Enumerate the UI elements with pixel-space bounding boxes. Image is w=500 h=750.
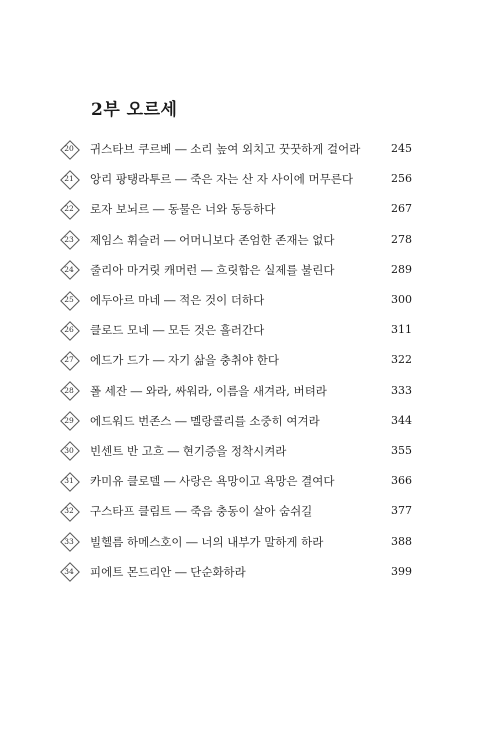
page-number: 399	[391, 564, 412, 578]
chapter-title: 제임스 휘슬러 ― 어머니보다 존엄한 존재는 없다	[90, 232, 335, 247]
diamond-number-badge	[60, 382, 78, 400]
chapter-number: 28	[64, 385, 74, 395]
page-number: 355	[391, 443, 412, 457]
page-number: 377	[391, 504, 412, 518]
chapter-number: 21	[64, 174, 74, 184]
toc-entry	[60, 557, 412, 587]
chapter-title: 줄리아 마거릿 캐머런 ― 흐릿함은 실제를 불린다	[90, 262, 335, 277]
chapter-title: 빈센트 반 고흐 ― 현기증을 정착시켜라	[90, 443, 287, 458]
toc-entry	[60, 436, 412, 466]
diamond-number-badge	[60, 442, 78, 460]
page-number: 333	[391, 383, 412, 397]
chapter-number: 22	[64, 204, 74, 214]
chapter-number: 33	[64, 536, 74, 546]
toc-entry	[60, 164, 412, 194]
chapter-title: 폴 세잔 ― 와라, 싸워라, 이름을 새겨라, 버텨라	[90, 383, 327, 398]
chapter-title: 에드가 드가 ― 자기 삶을 충취야 한다	[90, 353, 279, 368]
diamond-number-badge	[60, 351, 78, 369]
page-number: 245	[391, 142, 412, 156]
toc-entry	[60, 315, 412, 345]
toc-entry	[60, 225, 412, 255]
page-number: 322	[391, 353, 412, 367]
chapter-number: 24	[64, 264, 74, 274]
chapter-number: 30	[64, 445, 74, 455]
chapter-number: 23	[64, 234, 74, 244]
page-number: 256	[391, 172, 412, 186]
chapter-number: 31	[64, 476, 74, 486]
diamond-number-badge	[60, 200, 78, 218]
diamond-number-badge	[60, 231, 78, 249]
chapter-number: 29	[64, 415, 74, 425]
chapter-number: 25	[64, 295, 74, 305]
diamond-number-badge	[60, 291, 78, 309]
page-number: 366	[391, 474, 412, 488]
chapter-title: 빌헬름 하메스호이 ― 너의 내부가 말하게 하라	[90, 534, 324, 549]
chapter-title: 카미유 클로델 ― 사랑은 욕망이고 욕망은 결여다	[90, 474, 335, 489]
diamond-number-badge	[60, 412, 78, 430]
toc-entry	[60, 285, 412, 315]
toc-entry	[60, 496, 412, 526]
toc-entry	[60, 345, 412, 375]
chapter-title: 귀스타브 쿠르베 ― 소리 높여 외치고 꿋꿋하게 걸어라	[90, 142, 361, 157]
page-number: 289	[391, 262, 412, 276]
chapter-number: 26	[64, 325, 74, 335]
diamond-number-badge	[60, 321, 78, 339]
page-number: 267	[391, 202, 412, 216]
toc-entry	[60, 255, 412, 285]
diamond-number-badge	[60, 533, 78, 551]
chapter-title: 로자 보뇌르 ― 동물은 너와 동등하다	[90, 202, 276, 217]
diamond-number-badge	[60, 502, 78, 520]
chapter-title: 구스타프 클림트 ― 죽음 충동이 살아 숨쉬길	[90, 504, 313, 519]
toc-entry	[60, 406, 412, 436]
page-number: 344	[391, 413, 412, 427]
page-number: 311	[391, 323, 412, 337]
toc-entry	[60, 376, 412, 406]
chapter-title: 클로드 모네 ― 모든 것은 흘러간다	[90, 323, 265, 338]
toc-entry	[60, 134, 412, 164]
chapter-title: 앙리 팡탱라투르 ― 죽은 자는 산 자 사이에 머무른다	[90, 172, 353, 187]
chapter-number: 32	[64, 506, 74, 516]
chapter-title: 에두아르 마네 ― 적은 것이 더하다	[90, 293, 265, 308]
chapter-number: 20	[64, 144, 74, 154]
diamond-number-badge	[60, 140, 78, 158]
diamond-number-badge	[60, 170, 78, 188]
toc-entry	[60, 466, 412, 496]
part-title: 2부 오르세	[91, 100, 178, 120]
toc-entry	[60, 194, 412, 224]
chapter-title: 피에트 몬드리안 ― 단순화하라	[90, 564, 246, 579]
page-number: 300	[391, 293, 412, 307]
chapter-number: 27	[64, 355, 74, 365]
diamond-number-badge	[60, 472, 78, 490]
table-of-contents	[60, 134, 412, 587]
page-number: 388	[391, 534, 412, 548]
page-number: 278	[391, 232, 412, 246]
toc-entry	[60, 526, 412, 556]
diamond-number-badge	[60, 261, 78, 279]
chapter-number: 34	[64, 566, 74, 576]
diamond-number-badge	[60, 563, 78, 581]
chapter-title: 에드워드 번존스 ― 멜랑콜리를 소중히 여겨라	[90, 413, 320, 428]
